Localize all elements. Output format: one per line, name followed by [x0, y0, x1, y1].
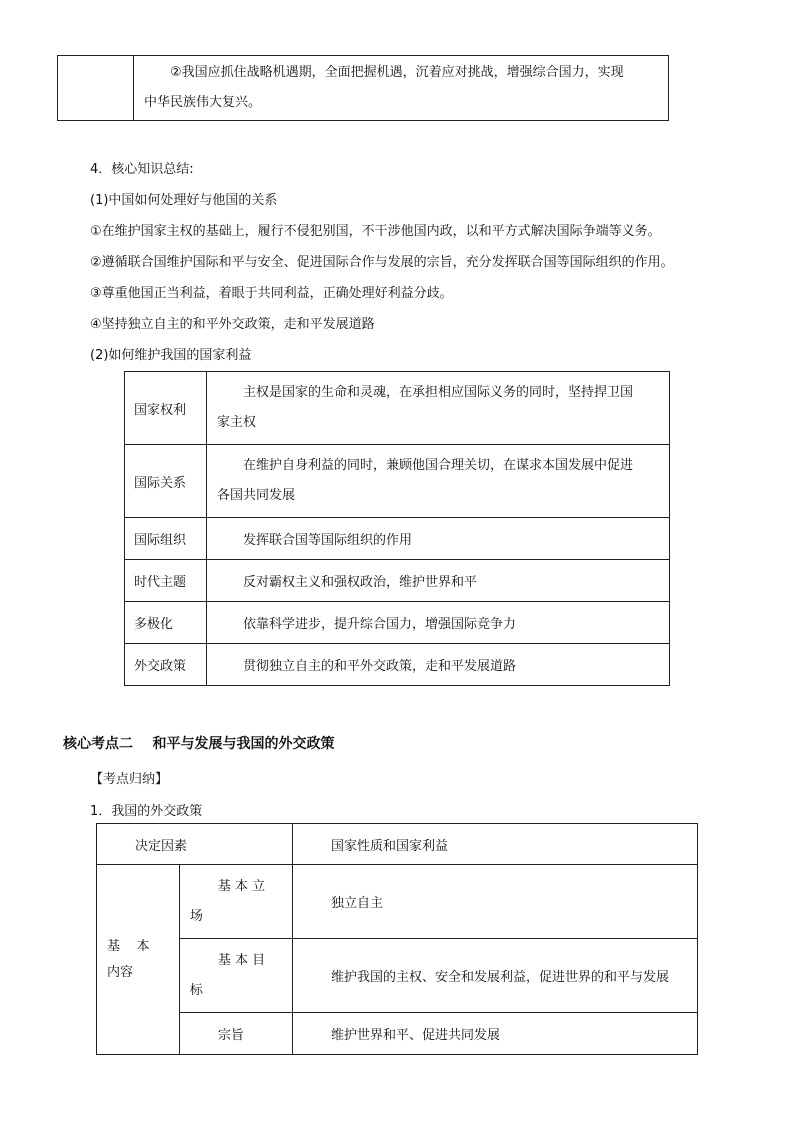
row-content: 依靠科学进步，提升综合国力，增强国际竞争力	[207, 602, 670, 644]
top-table-line1: ②我国应抓住战略机遇期，全面把握机遇，沉着应对挑战，增强综合国力，实现	[170, 65, 624, 80]
row-content-line2: 各国共同发展	[217, 488, 296, 503]
factor-label: 决定因素	[97, 824, 293, 865]
top-table-empty-cell	[58, 56, 134, 121]
section4-item-3: ③尊重他国正当利益，着眼于共同利益，正确处理好利益分歧。	[90, 286, 453, 301]
core2-heading: 核心考点二 和平与发展与我国的外交政策	[63, 736, 335, 752]
row-label	[179, 939, 292, 1013]
row-label-line2: 场	[189, 908, 203, 924]
row-label	[179, 865, 292, 939]
table-row	[125, 518, 670, 560]
row-content-line1: 在维护自身利益的同时，兼顾他国合理关切，在谋求本国发展中促进	[243, 458, 634, 473]
row-label: 时代主题	[125, 560, 207, 602]
row-content	[207, 372, 670, 445]
table-row	[125, 602, 670, 644]
table-row	[97, 1013, 698, 1055]
row-content: 发挥联合国等国际组织的作用	[207, 518, 670, 560]
factor-value: 国家性质和国家利益	[293, 824, 698, 865]
table-row	[125, 445, 670, 518]
policy-table	[96, 823, 698, 1055]
section4-item-2: ②遵循联合国维护国际和平与安全、促进国际合作与发展的宗旨，充分发挥联合国等国际组织的作用。	[90, 255, 674, 270]
row-label: 宗旨	[179, 1013, 292, 1055]
section4-item-1: ①在维护国家主权的基础上，履行不侵犯别国，不干涉他国内政，以和平方式解决国际争端等义务。	[90, 224, 661, 239]
group-label	[97, 865, 180, 1055]
top-table-line2: 中华民族伟大复兴。	[144, 95, 262, 110]
table-row	[125, 372, 670, 445]
row-label: 国家权利	[125, 372, 207, 445]
row-label-line1: 基 本 立	[217, 878, 266, 894]
row-value: 独立自主	[293, 865, 698, 939]
core2-summary: 【考点归纳】	[90, 772, 169, 787]
group-label-line1: 基 本	[107, 938, 150, 954]
row-label: 国际关系	[125, 445, 207, 518]
row-label-line1: 基 本 目	[217, 952, 266, 968]
section4-sub1: (1)中国如何处理好与他国的关系	[90, 193, 278, 208]
row-label: 多极化	[125, 602, 207, 644]
section4-item-4: ④坚持独立自主的和平外交政策，走和平发展道路	[90, 317, 375, 332]
group-label-line2: 内容	[107, 964, 134, 980]
table-row	[125, 644, 670, 686]
row-content	[207, 445, 670, 518]
table-row	[97, 824, 698, 865]
core2-sub1: 1．我国的外交政策	[90, 804, 203, 819]
table-row	[125, 560, 670, 602]
row-content: 反对霸权主义和强权政治，维护世界和平	[207, 560, 670, 602]
table-row	[97, 865, 698, 939]
row-content-line1: 主权是国家的生命和灵魂，在承担相应国际义务的同时，坚持捍卫国	[243, 385, 634, 400]
table-row	[97, 939, 698, 1013]
top-table-content-cell	[134, 56, 669, 121]
top-table	[57, 55, 669, 121]
row-label-line2: 标	[189, 982, 203, 998]
section4-title: 4．核心知识总结:	[90, 162, 194, 177]
row-value: 维护我国的主权、安全和发展利益，促进世界的和平与发展	[293, 939, 698, 1013]
row-content-line2: 家主权	[217, 415, 257, 430]
row-label: 国际组织	[125, 518, 207, 560]
row-value: 维护世界和平、促进共同发展	[293, 1013, 698, 1055]
row-content: 贯彻独立自主的和平外交政策，走和平发展道路	[207, 644, 670, 686]
row-label: 外交政策	[125, 644, 207, 686]
section4-sub2: (2)如何维护我国的国家利益	[90, 348, 252, 363]
interest-table	[124, 371, 670, 686]
